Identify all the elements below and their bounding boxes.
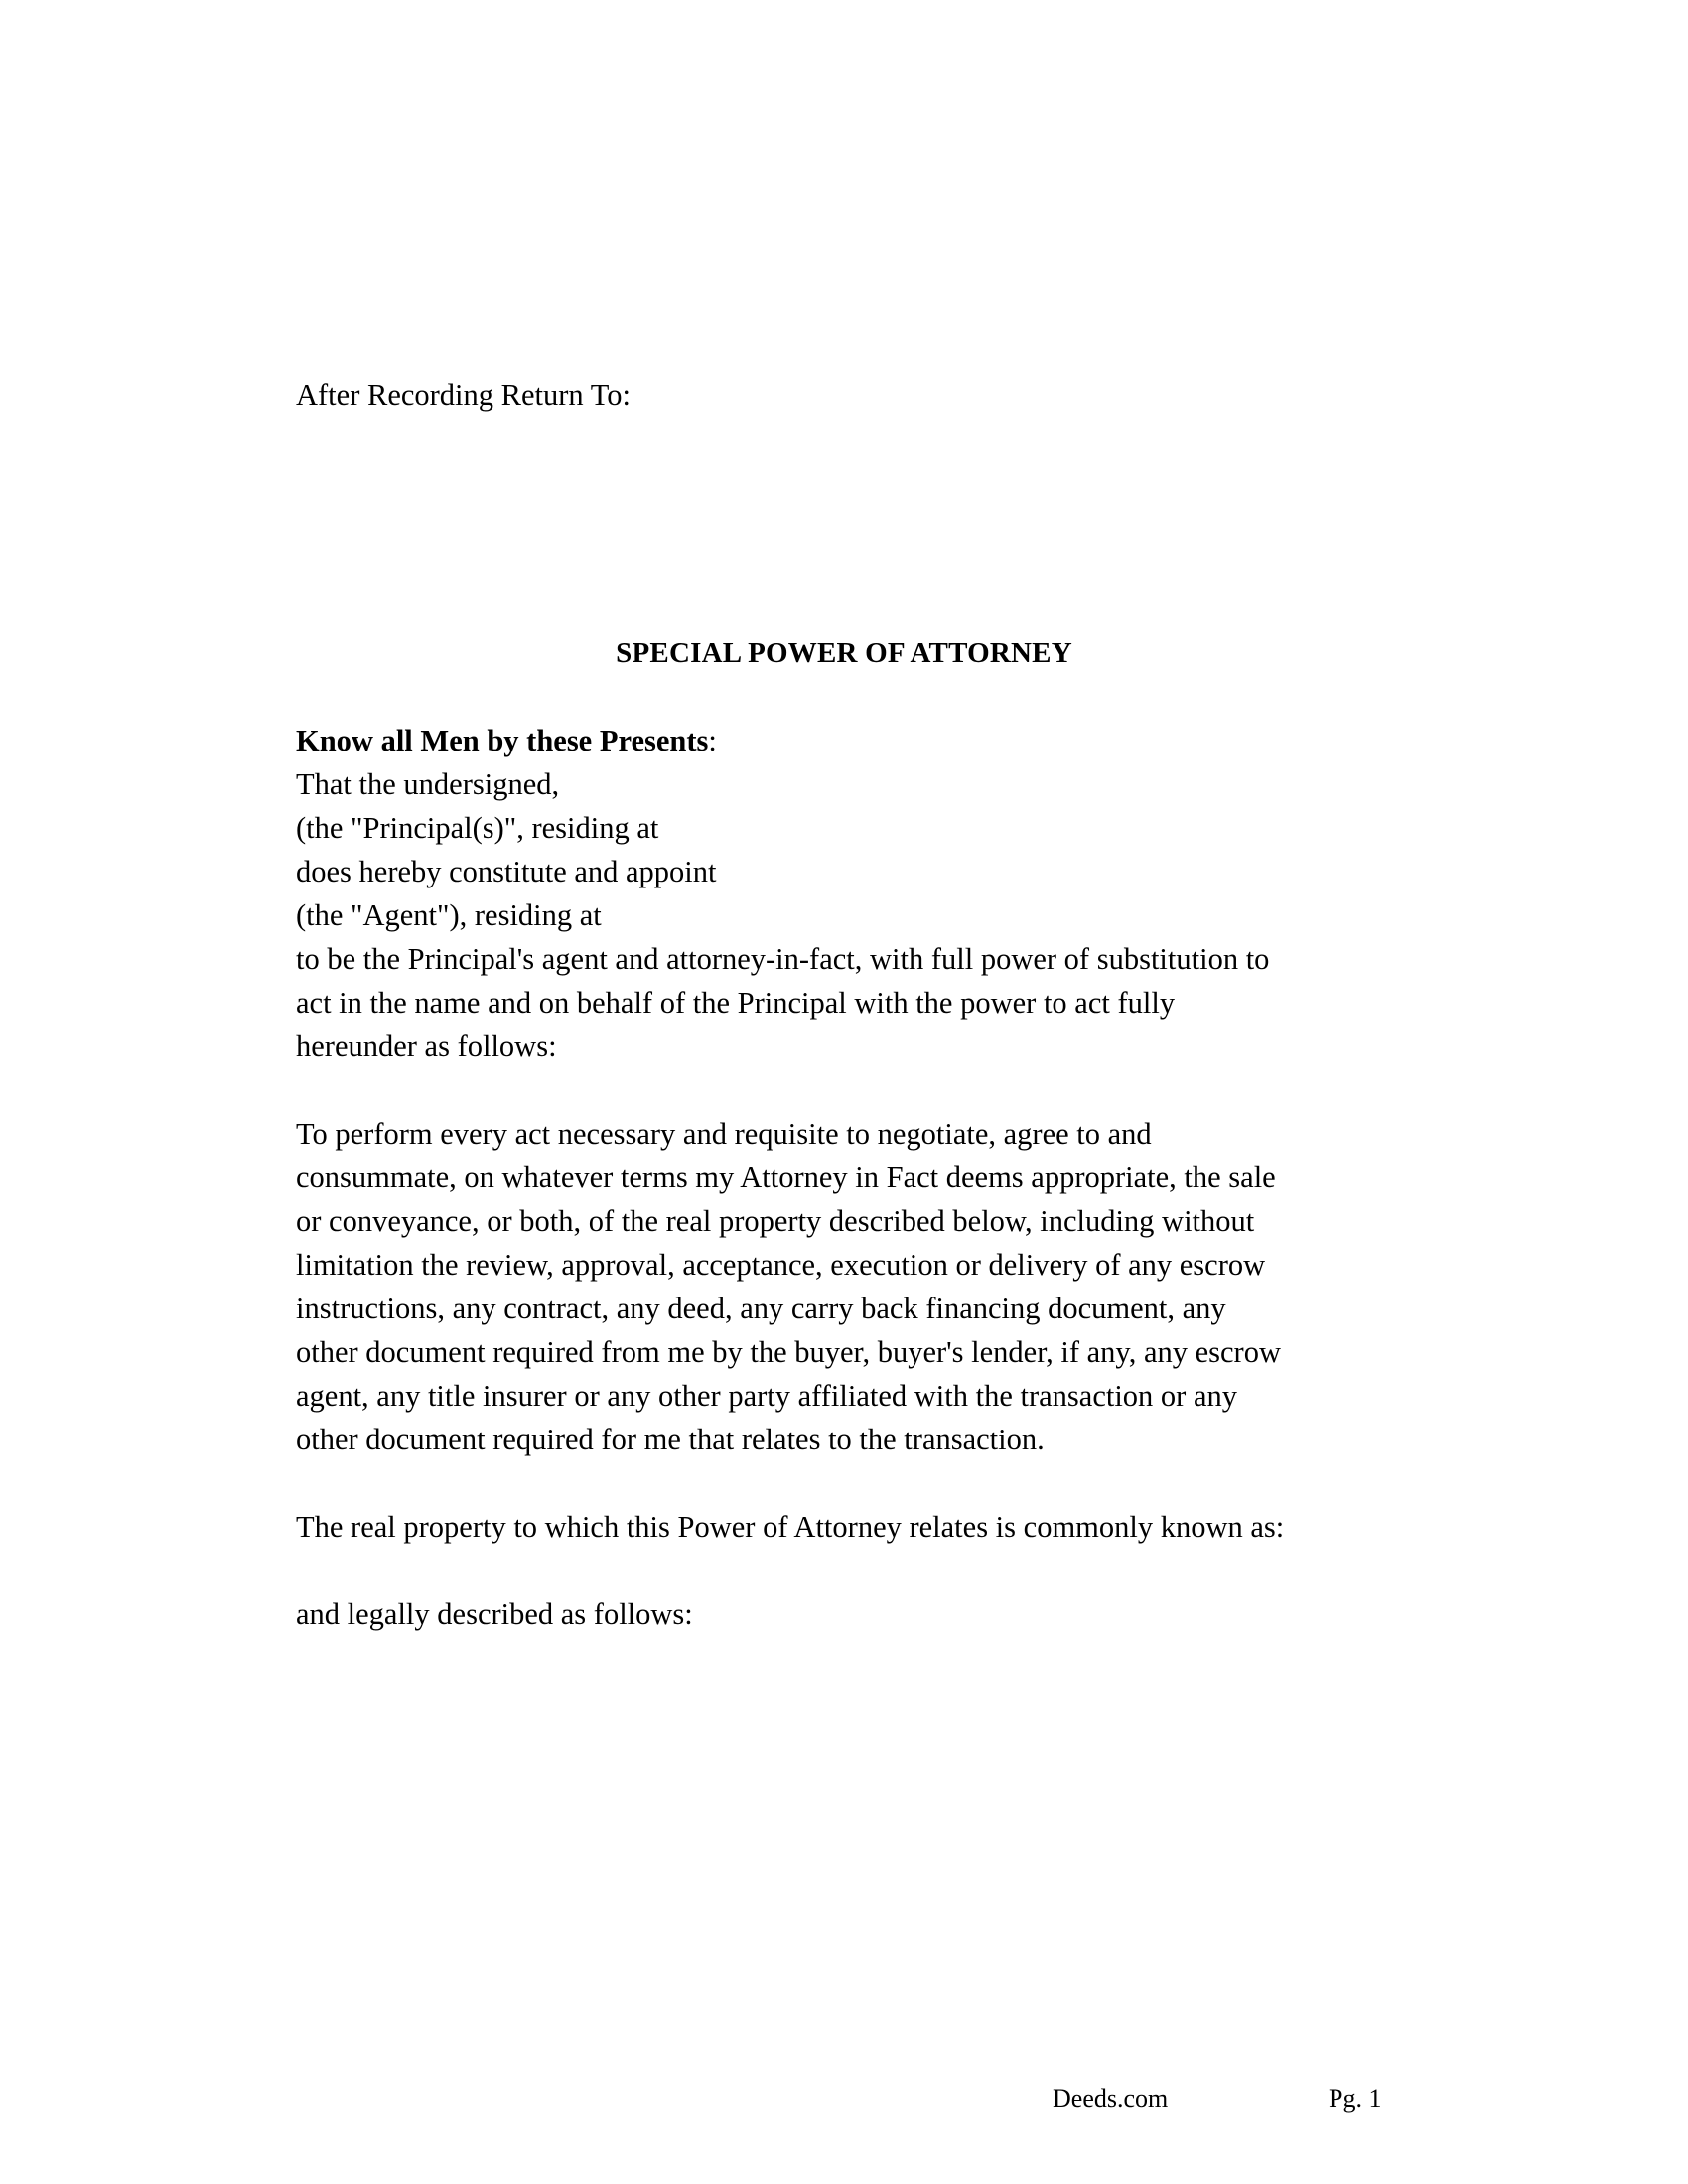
intro-heading-line [296, 719, 717, 762]
powers-line: other document required for me that relates to the transaction. [296, 1423, 1045, 1456]
opening-line: does hereby constitute and appoint [296, 855, 717, 888]
opening-line: (the "Agent"), residing at [296, 898, 602, 932]
opening-line: That the undersigned, [296, 767, 560, 801]
intro-colon: : [708, 724, 717, 757]
document-title: SPECIAL POWER OF ATTORNEY [616, 637, 1072, 669]
opening-line: act in the name and on behalf of the Principal with the power to act fully [296, 986, 1176, 1020]
powers-line: instructions, any contract, any deed, any carry back financing document, any [296, 1292, 1226, 1325]
powers-line: or conveyance, or both, of the real property described below, including without [296, 1204, 1255, 1238]
intro-heading: Know all Men by these Presents [296, 724, 709, 757]
opening-line: to be the Principal's agent and attorney-in-fact, with full power of substitution to [296, 942, 1270, 976]
powers-line: agent, any title insurer or any other party affiliated with the transaction or any [296, 1379, 1238, 1413]
footer-site: Deeds.com [1053, 2084, 1169, 2113]
property-known-as: The real property to which this Power of Attorney relates is commonly known as: [296, 1510, 1285, 1544]
powers-line: To perform every act necessary and requisite to negotiate, agree to and [296, 1117, 1152, 1151]
opening-line: hereunder as follows: [296, 1029, 557, 1063]
powers-line: limitation the review, approval, acceptance, execution or delivery of any escrow [296, 1248, 1266, 1282]
opening-line: (the "Principal(s)", residing at [296, 811, 659, 845]
footer-page-number: Pg. 1 [1329, 2084, 1382, 2113]
powers-line: consummate, on whatever terms my Attorney in Fact deems appropriate, the sale [296, 1160, 1276, 1194]
return-to-label: After Recording Return To: [296, 378, 631, 412]
legal-description-label: and legally described as follows: [296, 1597, 693, 1631]
powers-line: other document required from me by the buyer, buyer's lender, if any, any escrow [296, 1335, 1281, 1369]
